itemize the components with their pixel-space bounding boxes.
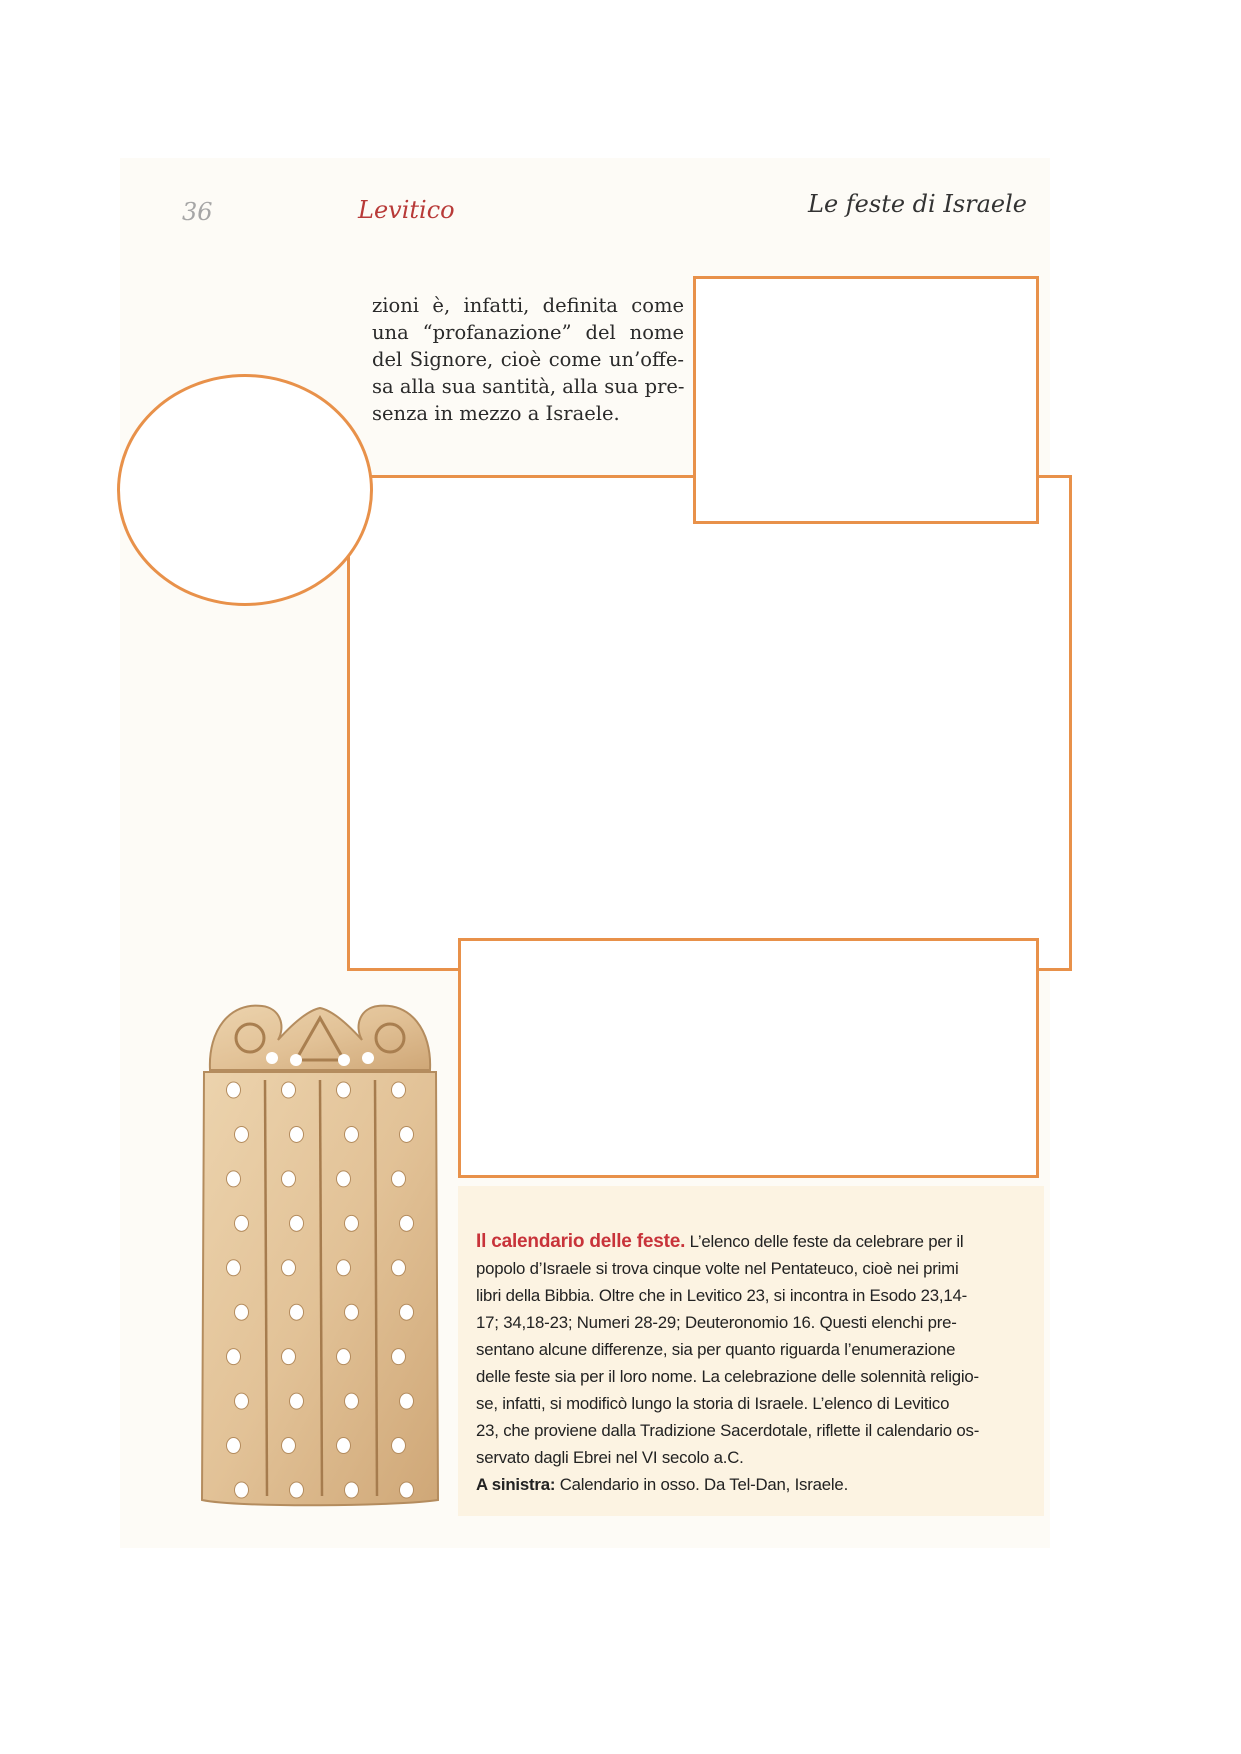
bone-hole bbox=[337, 1082, 351, 1098]
body-paragraph bbox=[372, 292, 684, 427]
bone-crest bbox=[210, 1006, 430, 1070]
caption-left-label: A sinistra: bbox=[476, 1475, 556, 1494]
caption-title: Il calendario delle feste. bbox=[476, 1231, 686, 1252]
bone-hole bbox=[227, 1260, 241, 1276]
bone-hole bbox=[392, 1260, 406, 1276]
bone-hole bbox=[282, 1349, 296, 1365]
bone-hole bbox=[392, 1438, 406, 1454]
body-line: zioni è, infatti, definita come bbox=[372, 294, 684, 317]
bone-hole bbox=[392, 1171, 406, 1187]
bone-hole bbox=[235, 1126, 249, 1142]
bone-hole bbox=[400, 1393, 414, 1409]
book-title: Levitico bbox=[358, 196, 455, 224]
bone-hole bbox=[235, 1482, 249, 1498]
caption-line: popolo d’Israele si trova cinque volte nel Pentateuco, cioè nei primi bbox=[476, 1259, 959, 1278]
bone-hole bbox=[282, 1260, 296, 1276]
bone-hole bbox=[227, 1171, 241, 1187]
bone-hole bbox=[345, 1126, 359, 1142]
caption-line: sentano alcune differenze, sia per quanto riguarda l’enumerazione bbox=[476, 1340, 956, 1359]
bone-hole bbox=[392, 1082, 406, 1098]
body-line: sa alla sua santità, alla sua pre- bbox=[372, 375, 685, 398]
bone-calendar-image bbox=[200, 1000, 440, 1512]
caption-line bbox=[476, 1228, 1018, 1255]
bone-hole bbox=[282, 1438, 296, 1454]
caption-line: 23, che proviene dalla Tradizione Sacerdotale, riflette il calendario os- bbox=[476, 1421, 980, 1440]
body-line: una “profanazione” del nome bbox=[372, 321, 684, 344]
large-blank-box bbox=[347, 475, 1072, 971]
bone-hole bbox=[400, 1482, 414, 1498]
bone-hole bbox=[392, 1349, 406, 1365]
bone-hole bbox=[337, 1438, 351, 1454]
caption-line: servato dagli Ebrei nel VI secolo a.C. bbox=[476, 1448, 744, 1467]
bone-hole bbox=[282, 1171, 296, 1187]
caption-line: se, infatti, si modificò lungo la storia di Israele. L’elenco di Levitico bbox=[476, 1394, 950, 1413]
caption-first-line: L’elenco delle feste da celebrare per il bbox=[689, 1232, 964, 1251]
bone-hole bbox=[337, 1349, 351, 1365]
bone-hole bbox=[400, 1126, 414, 1142]
bone-hole bbox=[345, 1393, 359, 1409]
page-number: 36 bbox=[182, 198, 213, 226]
caption-line bbox=[476, 1471, 1018, 1498]
bone-hole bbox=[290, 1304, 304, 1320]
caption-line: delle feste sia per il loro nome. La celebrazione delle solennità religio- bbox=[476, 1367, 979, 1386]
bone-hole bbox=[337, 1171, 351, 1187]
bone-hole bbox=[345, 1482, 359, 1498]
bone-hole bbox=[290, 1393, 304, 1409]
bottom-blank-box bbox=[458, 938, 1039, 1178]
top-right-blank-box bbox=[693, 276, 1039, 524]
bone-hole bbox=[227, 1438, 241, 1454]
bone-hole bbox=[235, 1304, 249, 1320]
bone-hole bbox=[235, 1393, 249, 1409]
bone-hole bbox=[290, 1126, 304, 1142]
caption-left-text: Calendario in osso. Da Tel-Dan, Israele. bbox=[559, 1475, 849, 1494]
bone-hole bbox=[227, 1349, 241, 1365]
bone-hole bbox=[400, 1215, 414, 1231]
bone-hole bbox=[235, 1215, 249, 1231]
bone-hole bbox=[337, 1260, 351, 1276]
body-line: del Signore, cioè come un’offe- bbox=[372, 348, 684, 371]
blank-circle bbox=[117, 374, 373, 606]
bone-hole bbox=[282, 1082, 296, 1098]
section-title: Le feste di Israele bbox=[808, 190, 1027, 218]
bone-hole bbox=[400, 1304, 414, 1320]
caption-line: 17; 34,18-23; Numeri 28-29; Deuteronomio 16. Questi elenchi pre- bbox=[476, 1313, 957, 1332]
body-line: senza in mezzo a Israele. bbox=[372, 402, 620, 425]
bone-hole bbox=[345, 1304, 359, 1320]
caption bbox=[476, 1228, 1018, 1498]
caption-line: libri della Bibbia. Oltre che in Levitico 23, si incontra in Esodo 23,14- bbox=[476, 1286, 967, 1305]
bone-hole bbox=[290, 1482, 304, 1498]
bone-hole bbox=[227, 1082, 241, 1098]
bone-hole bbox=[345, 1215, 359, 1231]
bone-hole bbox=[290, 1215, 304, 1231]
